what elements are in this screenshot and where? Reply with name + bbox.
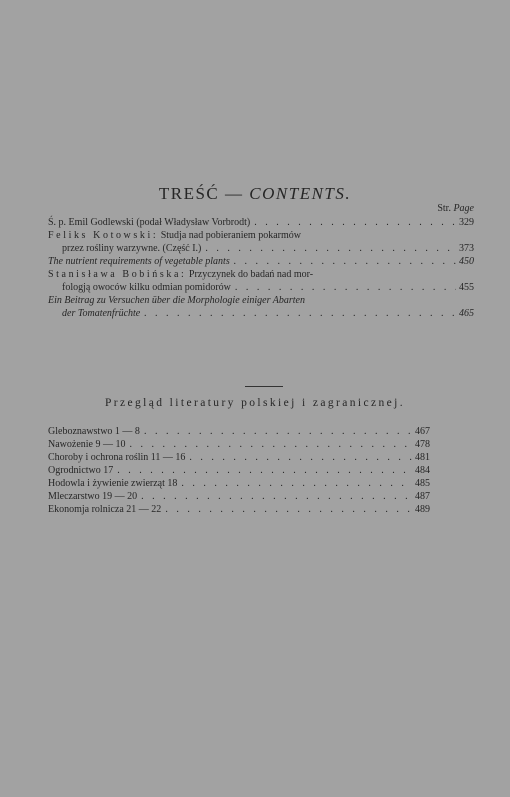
dot-leader — [144, 425, 412, 438]
dot-leader — [117, 464, 412, 477]
dot-leader — [181, 477, 412, 490]
toc-entry[interactable] — [48, 255, 474, 268]
section-divider — [245, 386, 283, 387]
entry-title-cont: przez rośliny warzywne. (Część I.) — [62, 243, 202, 254]
review-label: Choroby i ochrona roślin 11 — 16 — [48, 452, 186, 463]
entry-author: Stanisława Bobińska: — [48, 269, 187, 280]
review-item[interactable] — [48, 464, 430, 477]
toc-entry[interactable] — [48, 229, 474, 255]
entry-title: Ś. p. Emil Godlewski (podał Władysław Vorbrodt) — [48, 217, 251, 228]
review-item[interactable] — [48, 438, 430, 451]
review-list — [48, 425, 430, 516]
page-title — [0, 184, 510, 204]
review-label: Nawożenie 9 — 10 — [48, 439, 126, 450]
review-page: 489 — [415, 504, 430, 515]
title-separator: — — [225, 184, 244, 203]
dot-leader — [144, 307, 456, 320]
entry-title-cont: fologją owoców kilku odmian pomidorów — [62, 282, 231, 293]
review-label: Mleczarstwo 19 — 20 — [48, 491, 138, 502]
entry-page: 450 — [459, 256, 474, 267]
entry-last-line — [48, 242, 474, 255]
articles-list — [48, 216, 474, 320]
str-label: Str. — [437, 203, 451, 214]
review-item[interactable] — [48, 503, 430, 516]
dot-leader — [189, 451, 412, 464]
entry-first-line: Ein Beitrag zu Versuchen über die Morphologie einiger Abarten — [48, 295, 305, 306]
entry-last-line — [48, 307, 474, 320]
review-label: Gleboznawstwo 1 — 8 — [48, 426, 140, 437]
entry-page: 373 — [459, 243, 474, 254]
toc-entry[interactable] — [48, 294, 474, 320]
review-page: 484 — [415, 465, 430, 476]
dot-leader — [129, 438, 412, 451]
entry-first-line — [48, 229, 474, 242]
page-label: Page — [453, 203, 474, 214]
entry-title: The nutrient requirements of vegetable plants — [48, 256, 230, 267]
entry-last-line — [48, 281, 474, 294]
entry-page: 329 — [459, 217, 474, 228]
dot-leader — [234, 255, 456, 268]
entry-title: Przyczynek do badań nad mor- — [188, 269, 314, 280]
toc-entry[interactable] — [48, 216, 474, 229]
review-heading: Przegląd literatury polskiej i zagranicznej. — [104, 397, 406, 409]
dot-leader — [165, 503, 412, 516]
entry-author: Feliks Kotowski: — [48, 230, 159, 241]
dot-leader — [205, 242, 456, 255]
review-page: 467 — [415, 426, 430, 437]
title-english: CONTENTS. — [249, 184, 352, 203]
review-page: 485 — [415, 478, 430, 489]
review-item[interactable] — [48, 451, 430, 464]
page-column-header — [437, 203, 474, 214]
review-page: 478 — [415, 439, 430, 450]
dot-leader — [235, 281, 456, 294]
toc-entry[interactable] — [48, 268, 474, 294]
dot-leader — [254, 216, 456, 229]
review-page: 481 — [415, 452, 430, 463]
review-item[interactable] — [48, 477, 430, 490]
entry-title: Studja nad pobieraniem pokarmów — [160, 230, 301, 241]
entry-page: 455 — [459, 282, 474, 293]
review-label: Hodowla i żywienie zwierząt 18 — [48, 478, 178, 489]
title-polish: TREŚĆ — [158, 184, 220, 203]
entry-title-cont: der Tomatenfrüchte — [62, 308, 141, 319]
entry-page: 465 — [459, 308, 474, 319]
review-label: Ekonomja rolnicza 21 — 22 — [48, 504, 162, 515]
entry-first-line — [48, 268, 474, 281]
dot-leader — [141, 490, 412, 503]
review-item[interactable] — [48, 490, 430, 503]
review-label: Ogrodnictwo 17 — [48, 465, 114, 476]
review-item[interactable] — [48, 425, 430, 438]
review-page: 487 — [415, 491, 430, 502]
